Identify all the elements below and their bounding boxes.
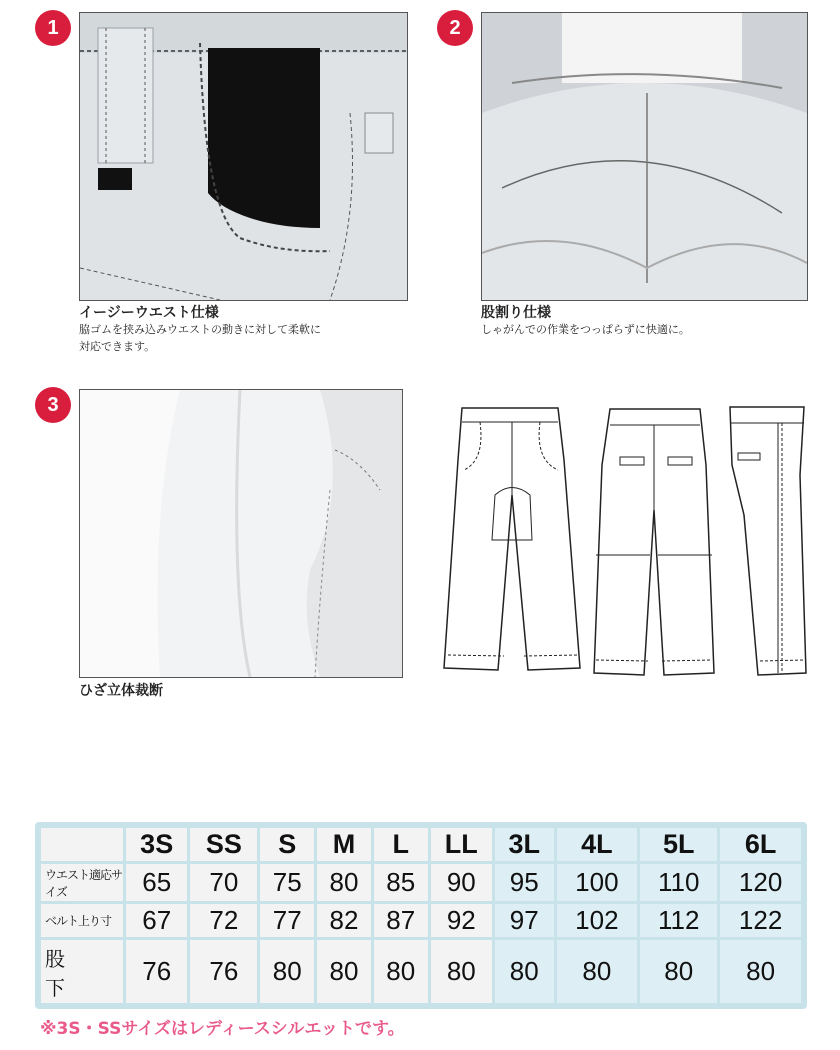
table-cell: 92 (431, 904, 492, 937)
size-note: ※3S・SSサイズはレディースシルエットです。 (40, 1019, 405, 1039)
size-header-cell: 4L (557, 828, 638, 861)
size-table (35, 822, 807, 1009)
pants-front-drawing (440, 400, 585, 680)
table-cell: 76 (190, 940, 257, 1003)
table-cell: 95 (495, 864, 554, 901)
size-table-row-belt (41, 904, 801, 937)
table-cell: 80 (431, 940, 492, 1003)
size-header-cell: L (374, 828, 428, 861)
table-cell: 75 (260, 864, 314, 901)
feature-2-title: 股割り仕様 (481, 305, 551, 321)
table-cell: 67 (126, 904, 187, 937)
table-cell: 80 (374, 940, 428, 1003)
feature-1-description-line1: 脇ゴムを挟み込みウエストの動きに対して柔軟に (79, 323, 321, 336)
size-table-header-row (41, 828, 801, 861)
feature-3-number-badge: 3 (35, 387, 71, 423)
table-cell: 80 (557, 940, 638, 1003)
table-cell: 110 (640, 864, 717, 901)
table-cell: 82 (317, 904, 371, 937)
row-label-waist: ウエスト適応サイズ (41, 864, 123, 901)
size-header-cell: SS (190, 828, 257, 861)
table-cell: 120 (720, 864, 801, 901)
table-cell: 97 (495, 904, 554, 937)
table-cell: 80 (317, 940, 371, 1003)
table-cell: 65 (126, 864, 187, 901)
feature-1-title: イージーウエスト仕様 (79, 305, 219, 321)
table-cell: 80 (317, 864, 371, 901)
table-cell: 85 (374, 864, 428, 901)
size-header-cell: 3L (495, 828, 554, 861)
table-cell: 100 (557, 864, 638, 901)
size-header-cell: M (317, 828, 371, 861)
table-cell: 80 (495, 940, 554, 1003)
feature-1-description-line2: 対応できます。 (79, 340, 156, 353)
size-header-cell: 5L (640, 828, 717, 861)
feature-1-number-badge: 1 (35, 10, 71, 46)
feature-1-photo (79, 12, 408, 301)
table-cell: 70 (190, 864, 257, 901)
table-cell: 90 (431, 864, 492, 901)
feature-2-description-line1: しゃがんでの作業をつっぱらずに快適に。 (481, 323, 690, 336)
feature-3-photo (79, 389, 403, 678)
table-cell: 122 (720, 904, 801, 937)
table-cell: 80 (640, 940, 717, 1003)
feature-2-photo (481, 12, 808, 301)
size-table-corner (41, 828, 123, 861)
table-cell: 80 (720, 940, 801, 1003)
size-header-cell: 6L (720, 828, 801, 861)
table-cell: 102 (557, 904, 638, 937)
pants-side-drawing (726, 405, 811, 680)
table-cell: 72 (190, 904, 257, 937)
row-label-inseam: 股 下 (41, 940, 123, 1003)
size-header-cell: 3S (126, 828, 187, 861)
table-cell: 112 (640, 904, 717, 937)
size-table-row-inseam (41, 940, 801, 1003)
size-header-cell: S (260, 828, 314, 861)
pants-back-drawing (592, 405, 717, 680)
size-header-cell: LL (431, 828, 492, 861)
table-cell: 77 (260, 904, 314, 937)
feature-2-number-badge: 2 (437, 10, 473, 46)
table-cell: 76 (126, 940, 187, 1003)
size-table-row-waist (41, 864, 801, 901)
table-cell: 87 (374, 904, 428, 937)
row-label-belt: ベルト上り寸 (41, 904, 123, 937)
table-cell: 80 (260, 940, 314, 1003)
feature-3-title: ひざ立体裁断 (79, 683, 163, 699)
